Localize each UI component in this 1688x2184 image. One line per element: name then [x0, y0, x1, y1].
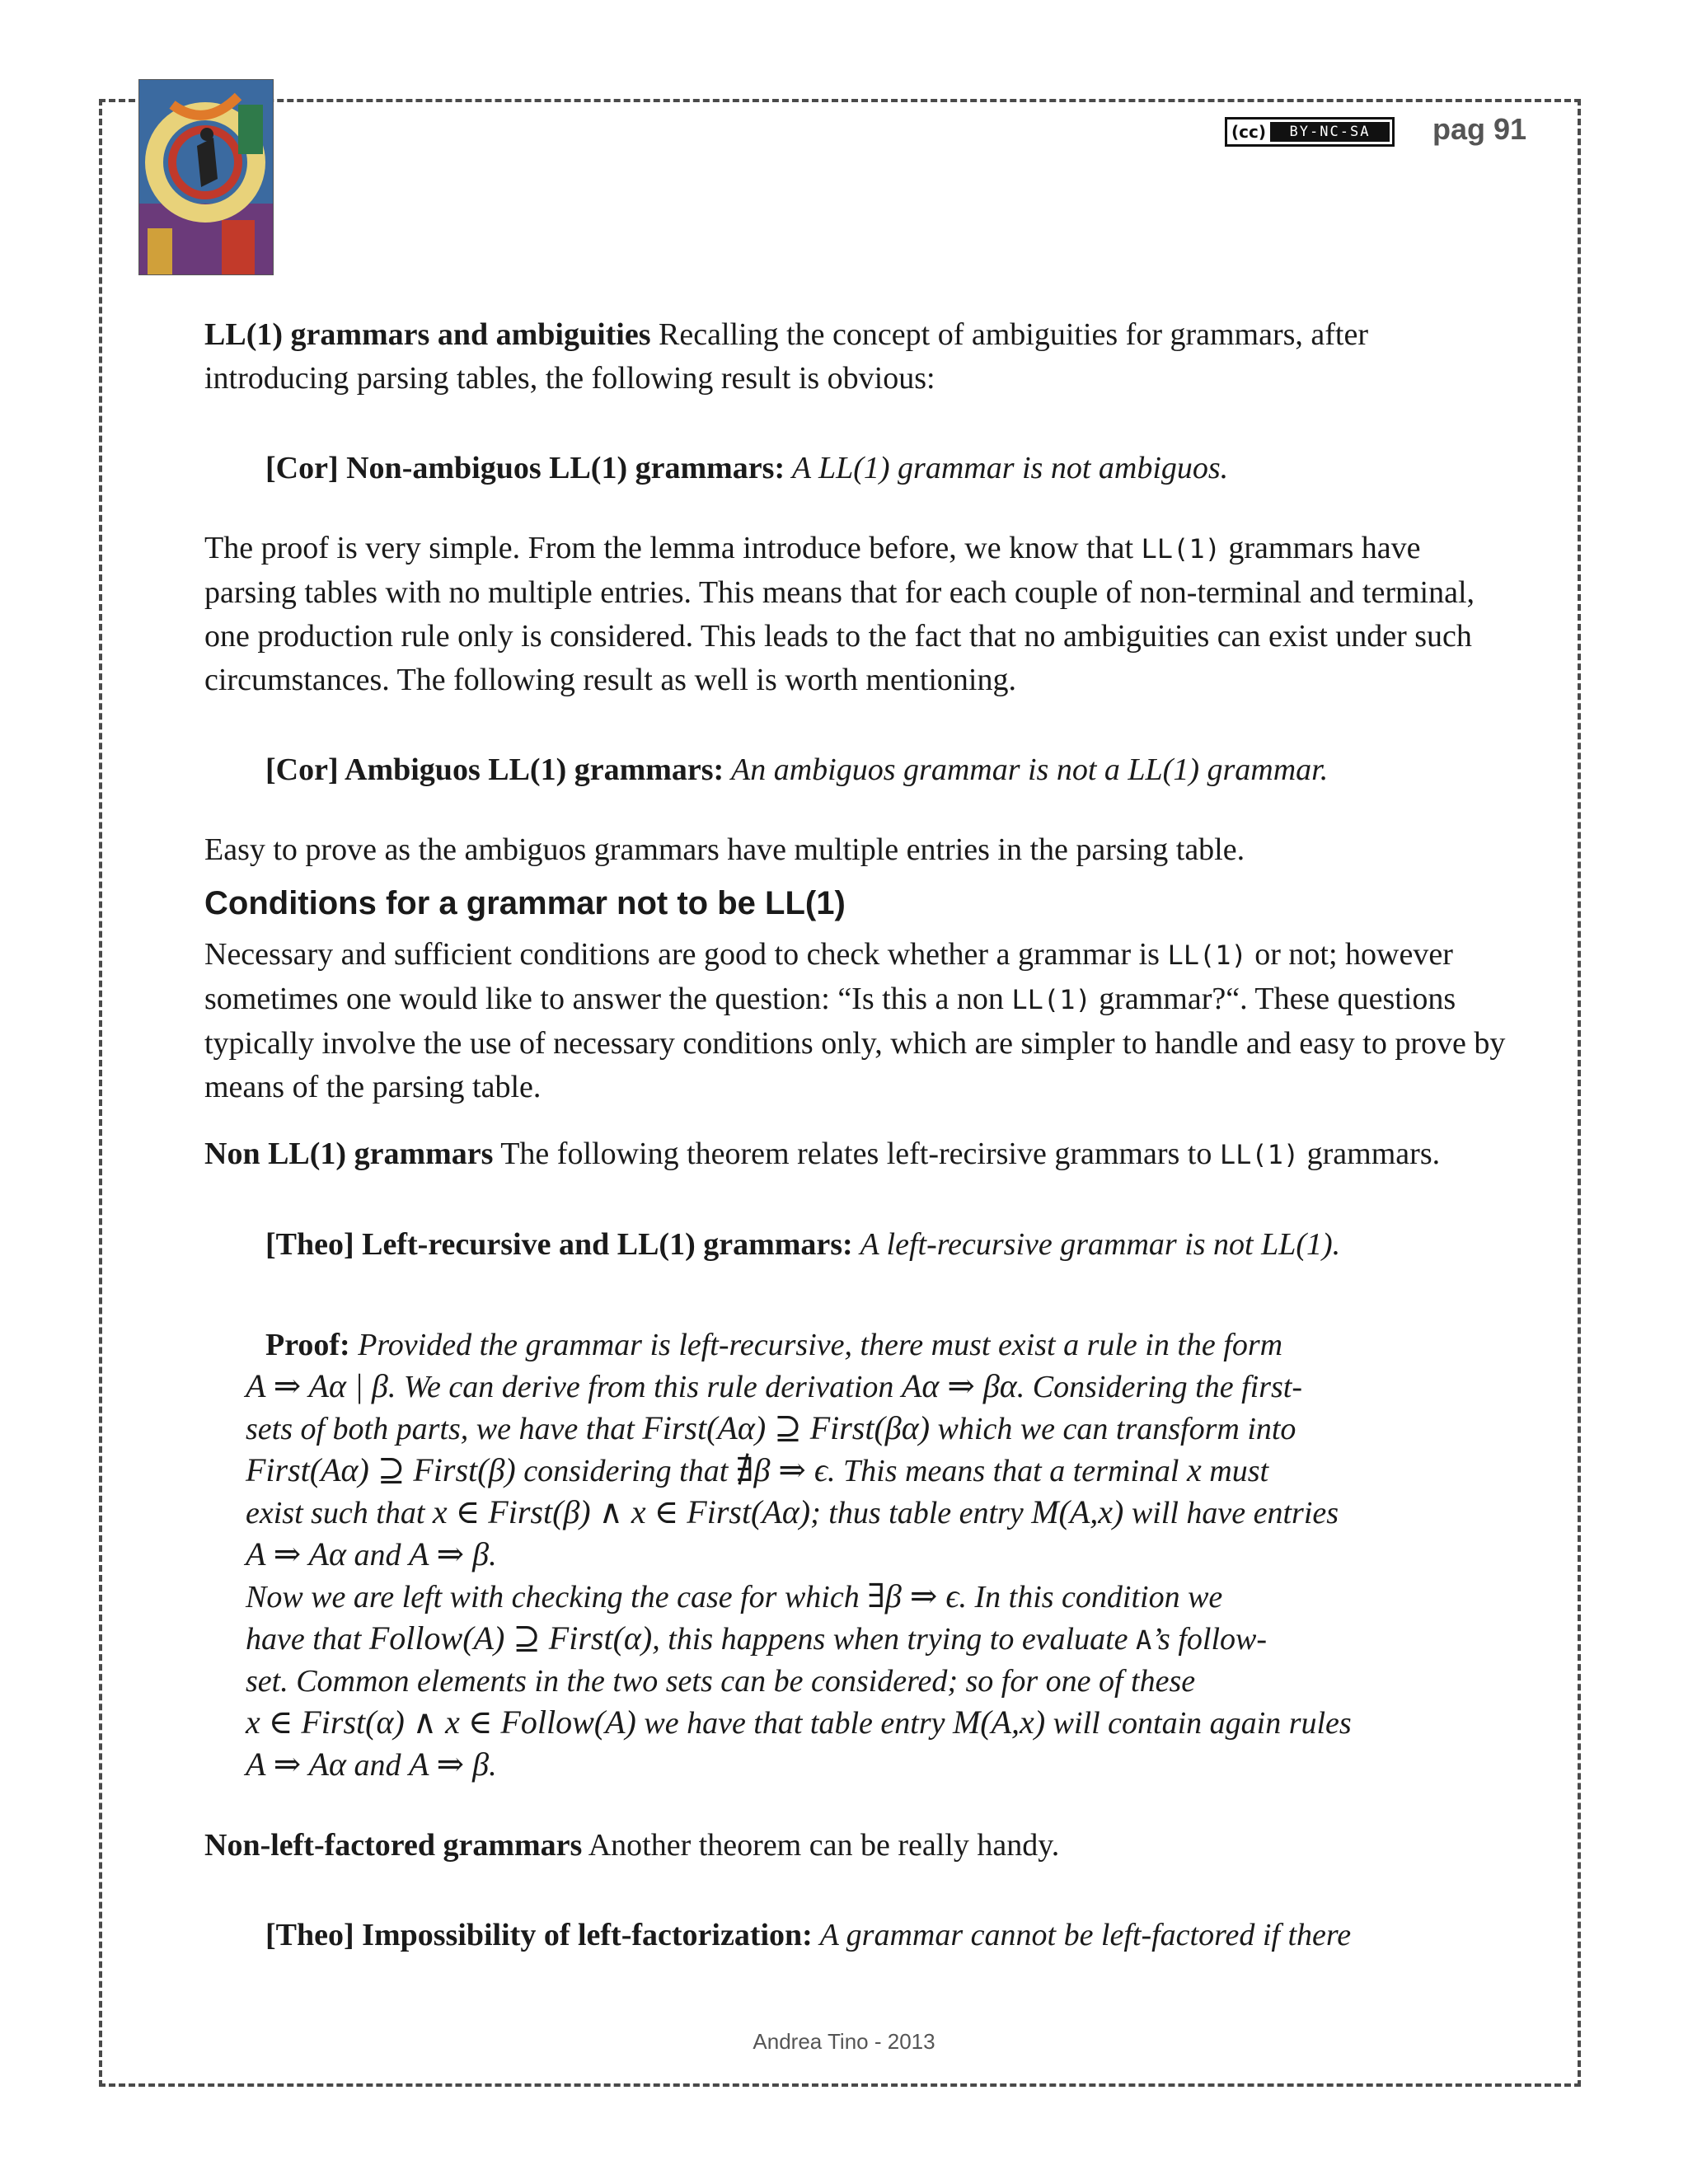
math-expr: A ⇒ Aα | β [246, 1367, 388, 1404]
text-span: grammars have parsing tables with no multiple entries. This means that for each couple of non-terminal and terminal, one production rule only is considered. This leads to the fact that no ambiguities can exist under such circumstances. The following result as well is worth mentioning. [204, 531, 1475, 697]
paragraph-non-left-factored [204, 1824, 1515, 1868]
math-expr: Follow(A) ⊇ First(α) [368, 1619, 653, 1657]
text-span: The following theorem relates left-recirsive grammars to [493, 1137, 1220, 1171]
book-cover-image [138, 79, 274, 275]
math-expr: x ∈ First(β) ∧ x ∈ First(Aα) [432, 1493, 811, 1530]
text-span: have that [246, 1622, 369, 1657]
text-span: will have entries [1123, 1496, 1339, 1530]
license-text: BY-NC-SA [1270, 122, 1390, 142]
theorem-left-recursive [265, 1223, 1515, 1267]
text-span: which we can transform into [930, 1412, 1296, 1446]
math-expr: A ⇒ β [408, 1535, 490, 1572]
code-a: A [1136, 1624, 1152, 1656]
code-ll1: LL(1) [1167, 940, 1247, 971]
math-expr: A ⇒ β [408, 1746, 490, 1783]
proof-line [246, 1661, 1515, 1702]
theorem-title: [Theo] Impossibility of left-factorization: [265, 1918, 813, 1952]
theorem-left-factorization [265, 1914, 1515, 1957]
proof-line [246, 1366, 1515, 1408]
math-expr: M(A,x) [952, 1704, 1046, 1741]
text-span: and [345, 1538, 409, 1572]
paragraph-proof-simple [204, 527, 1515, 702]
text-span: Now we are left with checking the case for which [246, 1580, 868, 1615]
text-span: Provided the grammar is left-recursive, there must exist a rule in the form [349, 1328, 1283, 1362]
text-span: Another theorem can be really handy. [582, 1828, 1060, 1863]
text-span: The proof is very simple. From the lemma introduce before, we know that [204, 531, 1142, 565]
text-span: grammars. [1299, 1137, 1441, 1171]
text-span: we have that table entry [635, 1706, 953, 1741]
paragraph-conditions [204, 933, 1515, 1109]
text-span: , this happens when trying to evaluate [652, 1622, 1137, 1657]
text-span: Necessary and sufficient conditions are good to check whether a grammar is [204, 937, 1168, 972]
text-span: ; thus table entry [810, 1496, 1032, 1530]
text-span: . We can derive from this rule derivation [387, 1370, 902, 1404]
text-span: set. Common elements in the two sets can be considered; so for one of these [246, 1664, 1196, 1699]
code-ll1: LL(1) [1141, 533, 1221, 565]
corollary-non-ambiguous [265, 447, 1515, 490]
paragraph-text: Recalling the concept of ambiguities for grammars, after introducing parsing tables, the following result is obvious: [204, 317, 1369, 396]
proof-line [246, 1576, 1515, 1618]
proof-line [265, 1324, 1515, 1366]
proof-line [246, 1408, 1515, 1450]
text-span: grammar?“. These questions typically involve the use of necessary conditions only, which are simpler to handle and easy to prove by means of the parsing table. [204, 982, 1506, 1104]
math-expr: x ∈ First(α) ∧ x ∈ Follow(A) [246, 1704, 636, 1741]
page-content [204, 313, 1515, 1957]
cc-icon: (cc) [1231, 122, 1266, 142]
theorem-title: [Theo] Left-recursive and LL(1) grammars: [265, 1227, 853, 1262]
math-expr: ∃β ⇒ ϵ [867, 1577, 959, 1615]
text-span: . [489, 1538, 497, 1572]
math-expr: First(Aα) ⊇ First(β) [246, 1451, 516, 1488]
proof-block [246, 1324, 1515, 1786]
text-span: exist such that [246, 1496, 433, 1530]
corollary-title: [Cor] Ambiguos LL(1) grammars: [265, 752, 724, 787]
paragraph-title: Non-left-factored grammars [204, 1828, 583, 1863]
theorem-text: A grammar cannot be left-factored if there [812, 1918, 1352, 1952]
license-badge [1225, 117, 1395, 147]
proof-label: Proof: [265, 1328, 350, 1362]
proof-line [246, 1534, 1515, 1576]
paragraph-non-ll1 [204, 1132, 1515, 1177]
corollary-title: [Cor] Non-ambiguos LL(1) grammars: [265, 451, 785, 485]
paragraph-ambiguities [204, 313, 1515, 401]
corollary-ambiguous [265, 748, 1515, 792]
code-ll1: LL(1) [1219, 1139, 1300, 1170]
math-expr: A ⇒ Aα [246, 1535, 346, 1572]
math-expr: M(A,x) [1031, 1493, 1124, 1530]
proof-line [246, 1702, 1515, 1744]
text-span: . Considering the first- [1016, 1370, 1302, 1404]
math-expr: A ⇒ Aα [246, 1746, 346, 1783]
proof-line [246, 1492, 1515, 1534]
text-span: ’s follow- [1151, 1622, 1268, 1657]
proof-line [246, 1450, 1515, 1492]
corollary-text: A LL(1) grammar is not ambiguos. [785, 451, 1229, 485]
text-span: or not; however sometimes one would like to answer the question: “Is this a non [204, 937, 1453, 1016]
text-span: must [1201, 1454, 1269, 1488]
proof-line [246, 1618, 1515, 1661]
text-span: sets of both parts, we have that [246, 1412, 643, 1446]
proof-line [246, 1744, 1515, 1786]
math-expr: ∄β ⇒ ϵ [735, 1451, 828, 1488]
paragraph-easy-prove: Easy to prove as the ambiguos grammars have multiple entries in the parsing table. [204, 832, 1245, 867]
math-expr: x [1187, 1451, 1202, 1488]
theorem-text: A left-recursive grammar is not LL(1). [852, 1227, 1341, 1262]
text-span: . This means that a terminal [828, 1454, 1187, 1488]
text-span: . In this condition we [959, 1580, 1223, 1615]
text-span: considering that [515, 1454, 736, 1488]
code-ll1: LL(1) [1011, 984, 1091, 1015]
text-span: will contain again rules [1045, 1706, 1352, 1741]
paragraph-title: LL(1) grammars and ambiguities [204, 317, 651, 352]
math-expr: Aα ⇒ βα [901, 1367, 1017, 1404]
page-number: pag 91 [1432, 112, 1527, 146]
paragraph-title: Non LL(1) grammars [204, 1137, 494, 1171]
section-heading: Conditions for a grammar not to be LL(1) [204, 885, 846, 921]
page-footer: Andrea Tino - 2013 [753, 2029, 935, 2054]
corollary-text: An ambiguos grammar is not a LL(1) grammar. [724, 752, 1329, 787]
text-span: . [489, 1748, 497, 1783]
math-expr: First(Aα) ⊇ First(βα) [642, 1409, 931, 1446]
text-span: and [345, 1748, 409, 1783]
